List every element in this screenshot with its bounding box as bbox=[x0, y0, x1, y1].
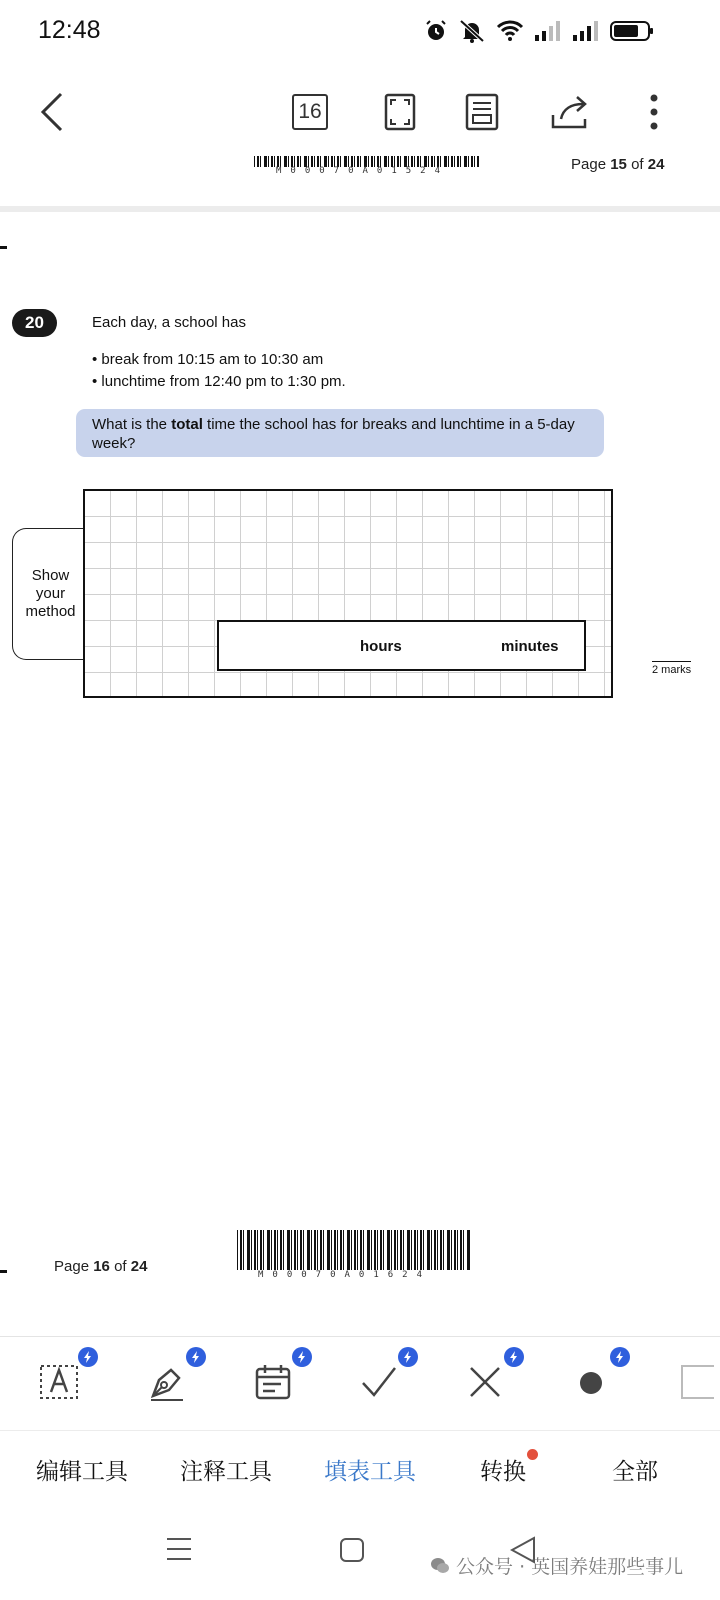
watermark bbox=[430, 1552, 683, 1579]
tab-edit-tools[interactable]: 编辑工具 bbox=[36, 1459, 128, 1485]
menu-lines-icon bbox=[166, 1536, 192, 1562]
tab-convert-label: 转换 bbox=[480, 1459, 526, 1485]
fullscreen-button[interactable] bbox=[376, 88, 424, 136]
lightning-badge-icon bbox=[292, 1347, 312, 1367]
tab-fill-tools[interactable]: 填表工具 bbox=[324, 1459, 416, 1485]
page-jump-button[interactable] bbox=[286, 88, 334, 136]
crop-mark-bottom bbox=[0, 1270, 7, 1273]
bullet-lunch: • lunchtime from 12:40 pm to 1:30 pm. bbox=[92, 373, 346, 390]
watermark-text: 公众号 · 英国养娃那些事儿 bbox=[456, 1556, 684, 1578]
current-page-label bbox=[54, 1258, 147, 1275]
of-word: of bbox=[114, 1258, 127, 1275]
check-tool[interactable] bbox=[354, 1357, 404, 1407]
prompt-bold: total bbox=[171, 416, 203, 433]
battery-icon bbox=[610, 20, 654, 42]
pen-nib-icon bbox=[147, 1362, 187, 1402]
question-prompt bbox=[76, 409, 604, 457]
view-mode-button[interactable] bbox=[458, 88, 506, 136]
signal-icon-2 bbox=[572, 20, 600, 42]
prompt-text-before: What is the bbox=[92, 416, 172, 433]
page-number: 15 bbox=[610, 156, 627, 173]
text-field-tool[interactable] bbox=[34, 1357, 84, 1407]
rectangle-tool[interactable] bbox=[678, 1357, 720, 1407]
home-square-icon bbox=[340, 1538, 364, 1562]
tab-all[interactable]: 全部 bbox=[612, 1459, 658, 1485]
method-label-3: method bbox=[25, 603, 76, 620]
lightning-badge-icon bbox=[78, 1347, 98, 1367]
share-button[interactable] bbox=[546, 88, 594, 136]
page-word: Page bbox=[571, 156, 607, 173]
signature-tool[interactable] bbox=[142, 1357, 192, 1407]
calendar-icon bbox=[253, 1362, 293, 1402]
crop-mark bbox=[0, 246, 7, 249]
hours-label: hours bbox=[360, 638, 402, 655]
method-label-1: Show bbox=[31, 567, 70, 584]
top-toolbar bbox=[0, 70, 720, 156]
show-method-tab bbox=[12, 528, 88, 660]
dot-tool[interactable] bbox=[566, 1357, 616, 1407]
lightning-badge-icon bbox=[504, 1347, 524, 1367]
fullscreen-icon bbox=[384, 93, 416, 131]
question-intro: Each day, a school has bbox=[92, 314, 246, 331]
barcode-prev-text: M00070A01524 bbox=[276, 166, 450, 176]
more-options-button[interactable] bbox=[630, 88, 678, 136]
lightning-badge-icon bbox=[610, 1347, 630, 1367]
marks-label: 2 marks bbox=[652, 661, 691, 676]
notification-dot bbox=[527, 1449, 538, 1460]
back-button[interactable] bbox=[28, 88, 76, 136]
chevron-left-icon bbox=[39, 92, 65, 132]
method-label-2: your bbox=[35, 585, 66, 602]
alarm-icon bbox=[424, 19, 448, 43]
total-pages: 24 bbox=[647, 156, 665, 173]
date-tool[interactable] bbox=[248, 1357, 298, 1407]
cross-tool[interactable] bbox=[460, 1357, 510, 1407]
minutes-label: minutes bbox=[501, 638, 559, 655]
barcode-current bbox=[237, 1230, 471, 1270]
mute-bell-icon bbox=[458, 18, 486, 44]
tab-convert[interactable] bbox=[480, 1453, 526, 1486]
wifi-icon bbox=[496, 19, 524, 43]
checkmark-icon bbox=[359, 1362, 399, 1402]
prompt-text-after: time the school has for breaks and lunchtime in a 5-day week? bbox=[92, 416, 575, 452]
status-icons bbox=[424, 18, 654, 44]
x-mark-icon bbox=[465, 1362, 505, 1402]
fill-tools-row bbox=[0, 1336, 720, 1428]
recents-button[interactable] bbox=[166, 1536, 192, 1567]
status-time: 12:48 bbox=[38, 16, 101, 44]
dot-icon bbox=[571, 1362, 611, 1402]
document-view[interactable] bbox=[0, 156, 720, 1336]
status-bar bbox=[0, 0, 720, 64]
page-word: Page bbox=[54, 1258, 90, 1275]
page-separator bbox=[0, 206, 720, 212]
tab-annotation-tools[interactable]: 注释工具 bbox=[180, 1459, 272, 1485]
bullet-break: • break from 10:15 am to 10:30 am bbox=[92, 351, 324, 368]
prev-page-label bbox=[571, 156, 664, 173]
text-box-icon bbox=[39, 1362, 79, 1402]
system-nav-bar bbox=[0, 1510, 720, 1600]
more-vertical-icon bbox=[649, 93, 659, 131]
rectangle-icon bbox=[678, 1362, 714, 1402]
barcode-current-text: M00070A01624 bbox=[258, 1270, 432, 1280]
total-pages: 24 bbox=[130, 1258, 148, 1275]
tool-category-tabs bbox=[0, 1430, 720, 1510]
question-number: 20 bbox=[12, 309, 57, 337]
answer-box[interactable] bbox=[217, 620, 586, 671]
lightning-badge-icon bbox=[398, 1347, 418, 1367]
of-word: of bbox=[631, 156, 644, 173]
signal-icon-1 bbox=[534, 20, 562, 42]
page-indicator: 16 bbox=[292, 94, 328, 130]
home-button[interactable] bbox=[340, 1538, 364, 1567]
page-layout-icon bbox=[465, 93, 499, 131]
page-number: 16 bbox=[93, 1258, 110, 1275]
share-icon bbox=[549, 93, 591, 131]
lightning-badge-icon bbox=[186, 1347, 206, 1367]
wechat-icon bbox=[430, 1557, 450, 1575]
